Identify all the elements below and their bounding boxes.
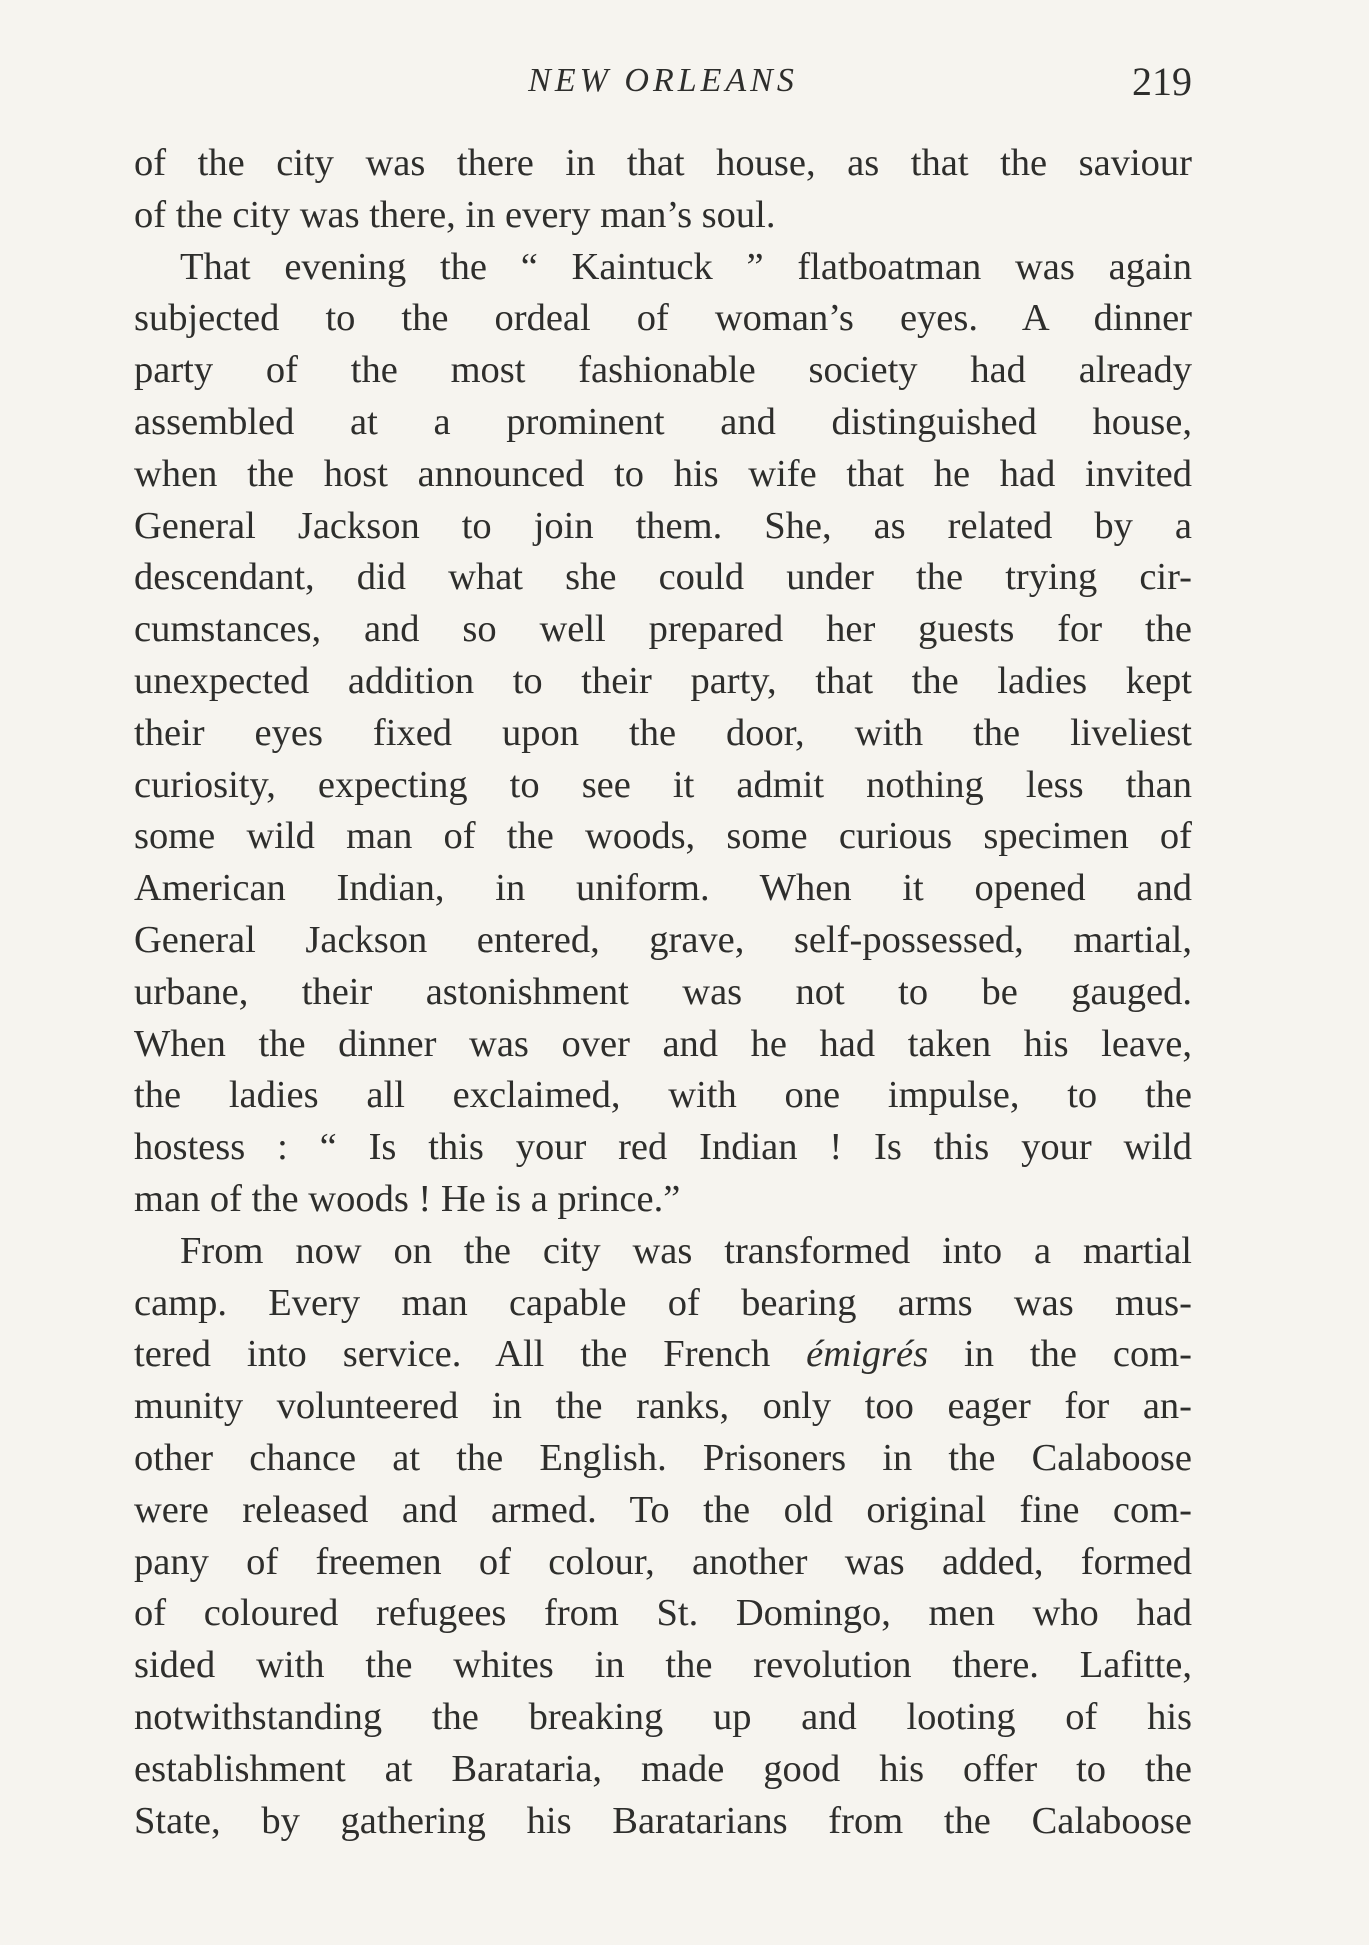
text-line: urbane, their astonishment was not to be gauged.: [134, 970, 1192, 1013]
running-head: [134, 58, 1192, 108]
text-line: some wild man of the woods, some curious specimen of: [134, 815, 1192, 858]
text-line: of the city was there, in every man’s soul.: [134, 193, 776, 236]
text-run: tered into service. All the French: [134, 1333, 807, 1376]
text-line: General Jackson entered, grave, self-possessed, martial,: [134, 918, 1192, 961]
text-line: their eyes fixed upon the door, with the liveliest: [134, 711, 1192, 754]
text-line: American Indian, in uniform. When it opened and: [134, 867, 1192, 910]
text-line: other chance at the English. Prisoners in the Calaboose: [134, 1436, 1192, 1479]
text-line: unexpected addition to their party, that the ladies kept: [134, 659, 1192, 702]
text-line: when the host announced to his wife that he had invited: [134, 452, 1192, 495]
text-line: assembled at a prominent and distinguished house,: [134, 400, 1192, 443]
text-line: the ladies all exclaimed, with one impulse, to the: [134, 1074, 1192, 1117]
text-line: cumstances, and so well prepared her guests for the: [134, 608, 1192, 651]
text-line: party of the most fashionable society had already: [134, 349, 1192, 392]
page-number: 219: [1132, 59, 1192, 104]
text-line: That evening the “ Kaintuck ” flatboatman was again: [180, 245, 1192, 288]
text-line: curiosity, expecting to see it admit nothing less than: [134, 763, 1192, 806]
running-title: NEW ORLEANS: [528, 62, 798, 99]
text-line: descendant, did what she could under the trying cir-: [134, 556, 1192, 599]
text-line: munity volunteered in the ranks, only too eager for an-: [134, 1385, 1192, 1428]
text-line: establishment at Barataria, made good his offer to the: [134, 1747, 1192, 1790]
text-run: in the com-: [928, 1333, 1192, 1376]
text-line: [134, 1329, 1192, 1381]
text-line: When the dinner was over and he had taken his leave,: [134, 1022, 1192, 1065]
text-line: were released and armed. To the old original fine com-: [134, 1488, 1192, 1531]
paragraph-3: [134, 1226, 1192, 1848]
text-line: camp. Every man capable of bearing arms was mus-: [134, 1281, 1192, 1324]
text-line: notwithstanding the breaking up and looting of his: [134, 1695, 1192, 1738]
text-line: man of the woods ! He is a prince.”: [134, 1177, 681, 1220]
text-line: State, by gathering his Baratarians from the Calaboose: [134, 1799, 1192, 1842]
body-text: [134, 138, 1192, 1847]
text-line: From now on the city was transformed into a martial: [180, 1229, 1192, 1272]
text-line: subjected to the ordeal of woman’s eyes. A dinner: [134, 297, 1192, 340]
text-line: hostess : “ Is this your red Indian ! Is this your wild: [134, 1126, 1192, 1169]
text-line: of coloured refugees from St. Domingo, men who had: [134, 1592, 1192, 1635]
text-line: pany of freemen of colour, another was added, formed: [134, 1540, 1192, 1583]
text-line: sided with the whites in the revolution there. Lafitte,: [134, 1644, 1192, 1687]
paragraph-1: [134, 138, 1192, 242]
paragraph-2: [134, 242, 1192, 1226]
text-line: of the city was there in that house, as that the saviour: [134, 142, 1192, 184]
italic-word: émigrés: [806, 1333, 929, 1376]
text-line: General Jackson to join them. She, as related by a: [134, 504, 1192, 547]
